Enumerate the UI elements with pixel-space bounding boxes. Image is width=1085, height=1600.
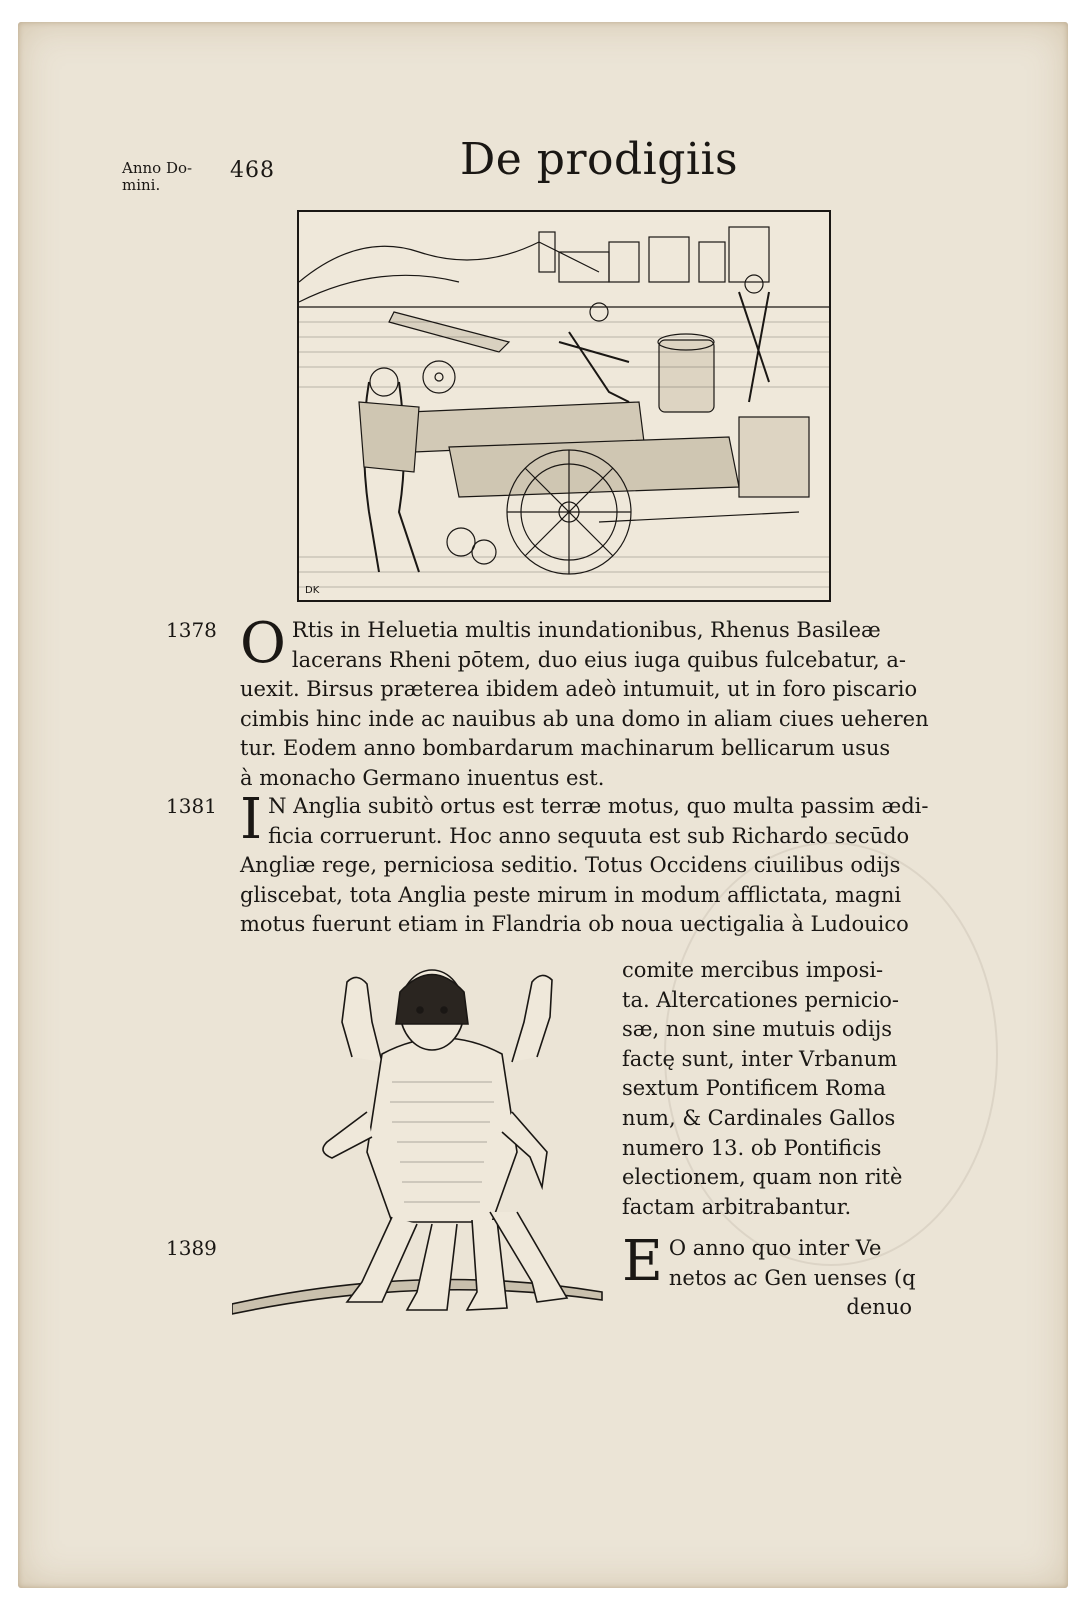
entry-1389-line-3: denuo bbox=[846, 1295, 912, 1320]
entry-1381-line-4: gliscebat, tota Anglia peste mirum in modum afflictata, magni bbox=[240, 882, 902, 907]
entry-1389-line-1: O anno quo inter Ve bbox=[668, 1236, 882, 1260]
entry-1381-right-line-7: numero 13. ob Pontificis bbox=[622, 1135, 882, 1160]
running-title: De prodigiis bbox=[460, 134, 739, 185]
woodcut-cannons-illustration bbox=[297, 210, 831, 602]
entry-1381-line-3: Angliæ rege, perniciosa seditio. Totus Occidens ciuilibus odijs bbox=[240, 853, 901, 878]
entry-1378-line-3: uexit. Birsus præterea ibidem adeò intumuit, ut in foro piscario bbox=[240, 677, 918, 702]
monster-woodcut-illustration bbox=[232, 962, 612, 1334]
dropcap-e: E bbox=[622, 1229, 663, 1294]
dropcap-i: I bbox=[240, 787, 263, 852]
entry-1378-line-5: tur. Eodem anno bombardarum machinarum bellicarum usus bbox=[240, 736, 891, 761]
entry-1378-line-2: lacerans Rheni pōtem, duo eius iuga quibus fulcebatur, a- bbox=[291, 647, 906, 672]
year-1378: 1378 bbox=[166, 618, 217, 642]
entry-1381-line-2: ficia corruerunt. Hoc anno sequuta est sub Richardo secūdo bbox=[268, 823, 910, 848]
entry-1381-right-line-5: sextum Pontificem Roma bbox=[622, 1076, 886, 1101]
margin-note-line-2: mini. bbox=[122, 176, 161, 194]
entry-1381-right-line-2: ta. Altercationes pernicio- bbox=[622, 987, 899, 1012]
entry-1378-paragraph bbox=[240, 611, 929, 794]
entry-1378-line-1: Rtis in Heluetia multis inundationibus, Rhenus Basileæ bbox=[291, 618, 881, 642]
dropcap-o: O bbox=[240, 611, 286, 676]
entry-1381-line-5: motus fuerunt etiam in Flandria ob noua uectigalia à Ludouico bbox=[240, 912, 909, 937]
year-1389: 1389 bbox=[166, 1236, 217, 1260]
entry-1381-right-line-3: sæ, non sine mutuis odijs bbox=[622, 1017, 893, 1042]
entry-1381-right-line-1: comite mercibus imposi- bbox=[622, 958, 884, 982]
margin-note bbox=[122, 160, 217, 194]
entry-1378-line-4: cimbis hinc inde ac nauibus ab una domo in aliam ciues ueheren bbox=[240, 706, 929, 731]
entry-1378-line-6: à monacho Germano inuentus est. bbox=[240, 765, 605, 790]
entry-1381-right-column bbox=[622, 956, 922, 1222]
margin-note-line-1: Anno Do- bbox=[122, 159, 193, 177]
woodcut-cannons-drawing bbox=[299, 212, 829, 600]
entry-1381-right-line-9: factam arbitrabantur. bbox=[622, 1194, 852, 1219]
entry-1381-right-line-4: factę sunt, inter Vrbanum bbox=[622, 1046, 898, 1071]
entry-1381-paragraph bbox=[240, 787, 929, 940]
entry-1389-line-2: netos ac Gen uenses (q bbox=[668, 1265, 916, 1290]
entry-1381-right-line-6: num, & Cardinales Gallos bbox=[622, 1105, 896, 1130]
monster-woodcut-drawing bbox=[232, 962, 612, 1334]
woodcut-monogram: DK bbox=[305, 585, 320, 596]
year-1381: 1381 bbox=[166, 794, 217, 818]
page-number: 468 bbox=[230, 158, 275, 183]
entry-1381-right-line-8: electionem, quam non ritè bbox=[622, 1165, 903, 1190]
entry-1381-line-1: N Anglia subitò ortus est terræ motus, quo multa passim ædi- bbox=[268, 794, 929, 818]
entry-1389-paragraph bbox=[622, 1229, 916, 1323]
